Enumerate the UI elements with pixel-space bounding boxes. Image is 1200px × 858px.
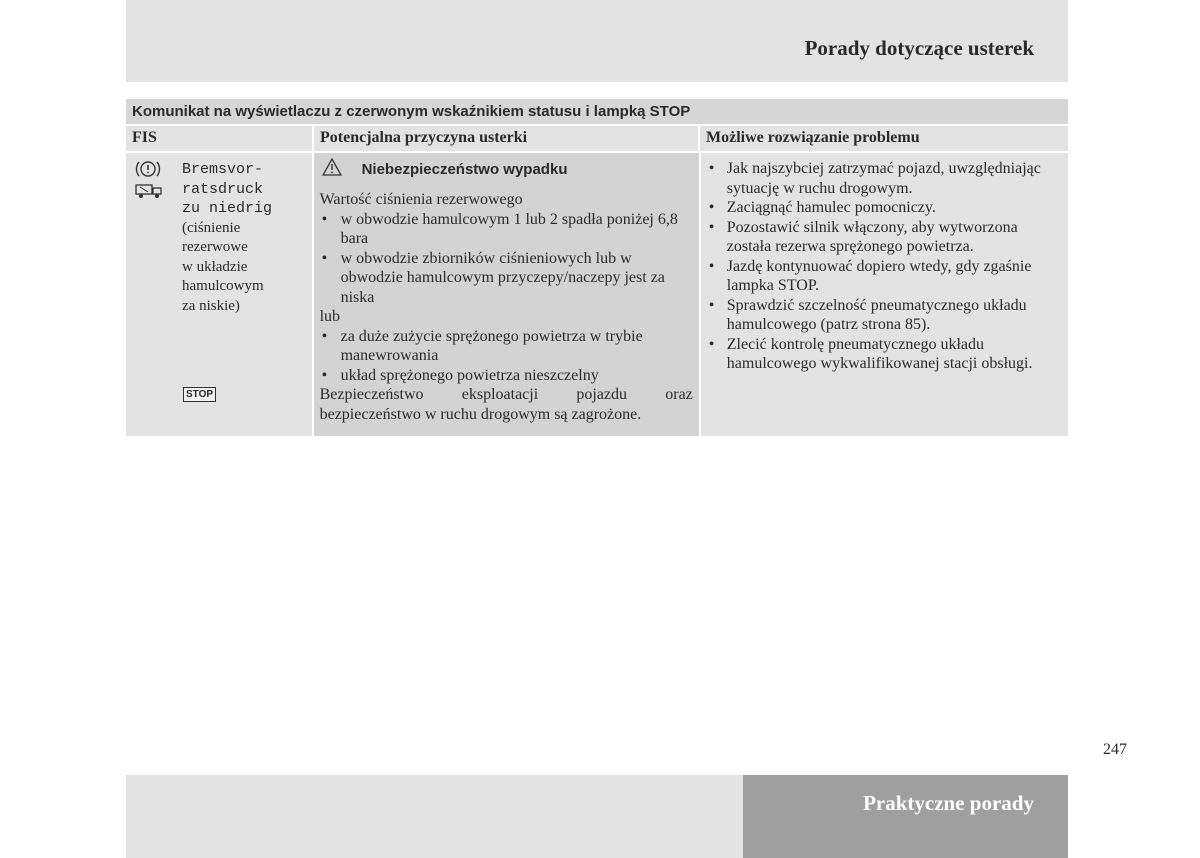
header-band [126,0,1068,82]
list-item: • Jazdę kontynuować dopiero wtedy, gdy zgaśnie lampka STOP. [707,257,1062,296]
cause-closing: Bezpieczeństwo eksploatacji pojazdu oraz bezpieczeństwo w ruchu drogowym są zagrożone. [319,386,693,423]
page-number: 247 [1103,741,1127,758]
fis-line: rezerwowe [182,239,248,255]
warning-triangle-icon [320,158,362,182]
solution-list [707,159,1062,374]
warning-line [320,159,693,181]
list-item: • za duże zużycie sprężonego powietrza w trybie manewrowania [320,327,693,366]
list-item: • Jak najszybciej zatrzymać pojazd, uwzględniając sytuację w ruchu drogowym. [707,159,1062,198]
footer-section-tab [743,775,1068,858]
fis-line: w układzie [182,258,248,275]
fis-line: za niskie) [182,297,240,314]
table-header-row [126,126,1068,151]
list-item: • Zaciągnąć hamulec pomocniczy. [707,198,1062,218]
cause-cell [314,153,699,436]
column-header-fis: FIS [132,129,157,146]
list-item: • układ sprężonego powietrza nieszczelny [320,366,693,386]
footer-band [126,775,743,858]
cause-intro: Wartość ciśnienia rezerwowego [319,191,523,208]
cause-list-a [320,210,693,308]
fis-line: Bremsvor- [182,161,264,178]
cause-list-b [320,327,693,386]
table-row [126,153,1068,436]
page-title: Porady dotyczące usterek [804,36,1034,60]
fis-line: ratsdruck [182,180,264,198]
list-item: • Zlecić kontrolę pneumatycznego układu hamulcowego wykwalifikowanej stacji obsługi. [707,335,1062,374]
solution-cell [701,153,1068,436]
footer-section-label: Praktyczne porady [863,791,1034,815]
brake-warning-icon [134,159,166,203]
list-item: • Sprawdzić szczelność pneumatycznego układu hamulcowego (patrz strona 85). [707,296,1062,335]
column-header-solution: Możliwe rozwiązanie problemu [698,126,1068,151]
column-header-cause: Potencjalna przyczyna usterki [312,126,698,151]
truck-trailer-icon [136,185,161,198]
warning-title: Niebezpieczeństwo wypadku [361,161,568,179]
stop-indicator: STOP [183,387,216,402]
fis-icons [134,159,166,208]
fault-table [126,99,1068,436]
fis-line: hamulcowym [182,278,264,294]
fis-line: (ciśnienie [182,219,241,236]
cause-or: lub [319,308,341,325]
list-item: • Pozostawić silnik włączony, aby wytworzona została rezerwa sprężonego powietrza. [707,218,1062,257]
table-title: Komunikat na wyświetlaczu z czerwonym wskaźnikiem statusu i lampką STOP [126,99,1068,124]
fis-message [182,160,272,316]
list-item: • w obwodzie hamulcowym 1 lub 2 spadła poniżej 6,8 bara [320,210,693,249]
list-item: • w obwodzie zbiorników ciśnieniowych lub w obwodzie hamulcowym przyczepy/naczepy jest za niska [320,249,693,308]
fis-line: zu niedrig [182,200,273,217]
fis-cell [126,153,312,436]
